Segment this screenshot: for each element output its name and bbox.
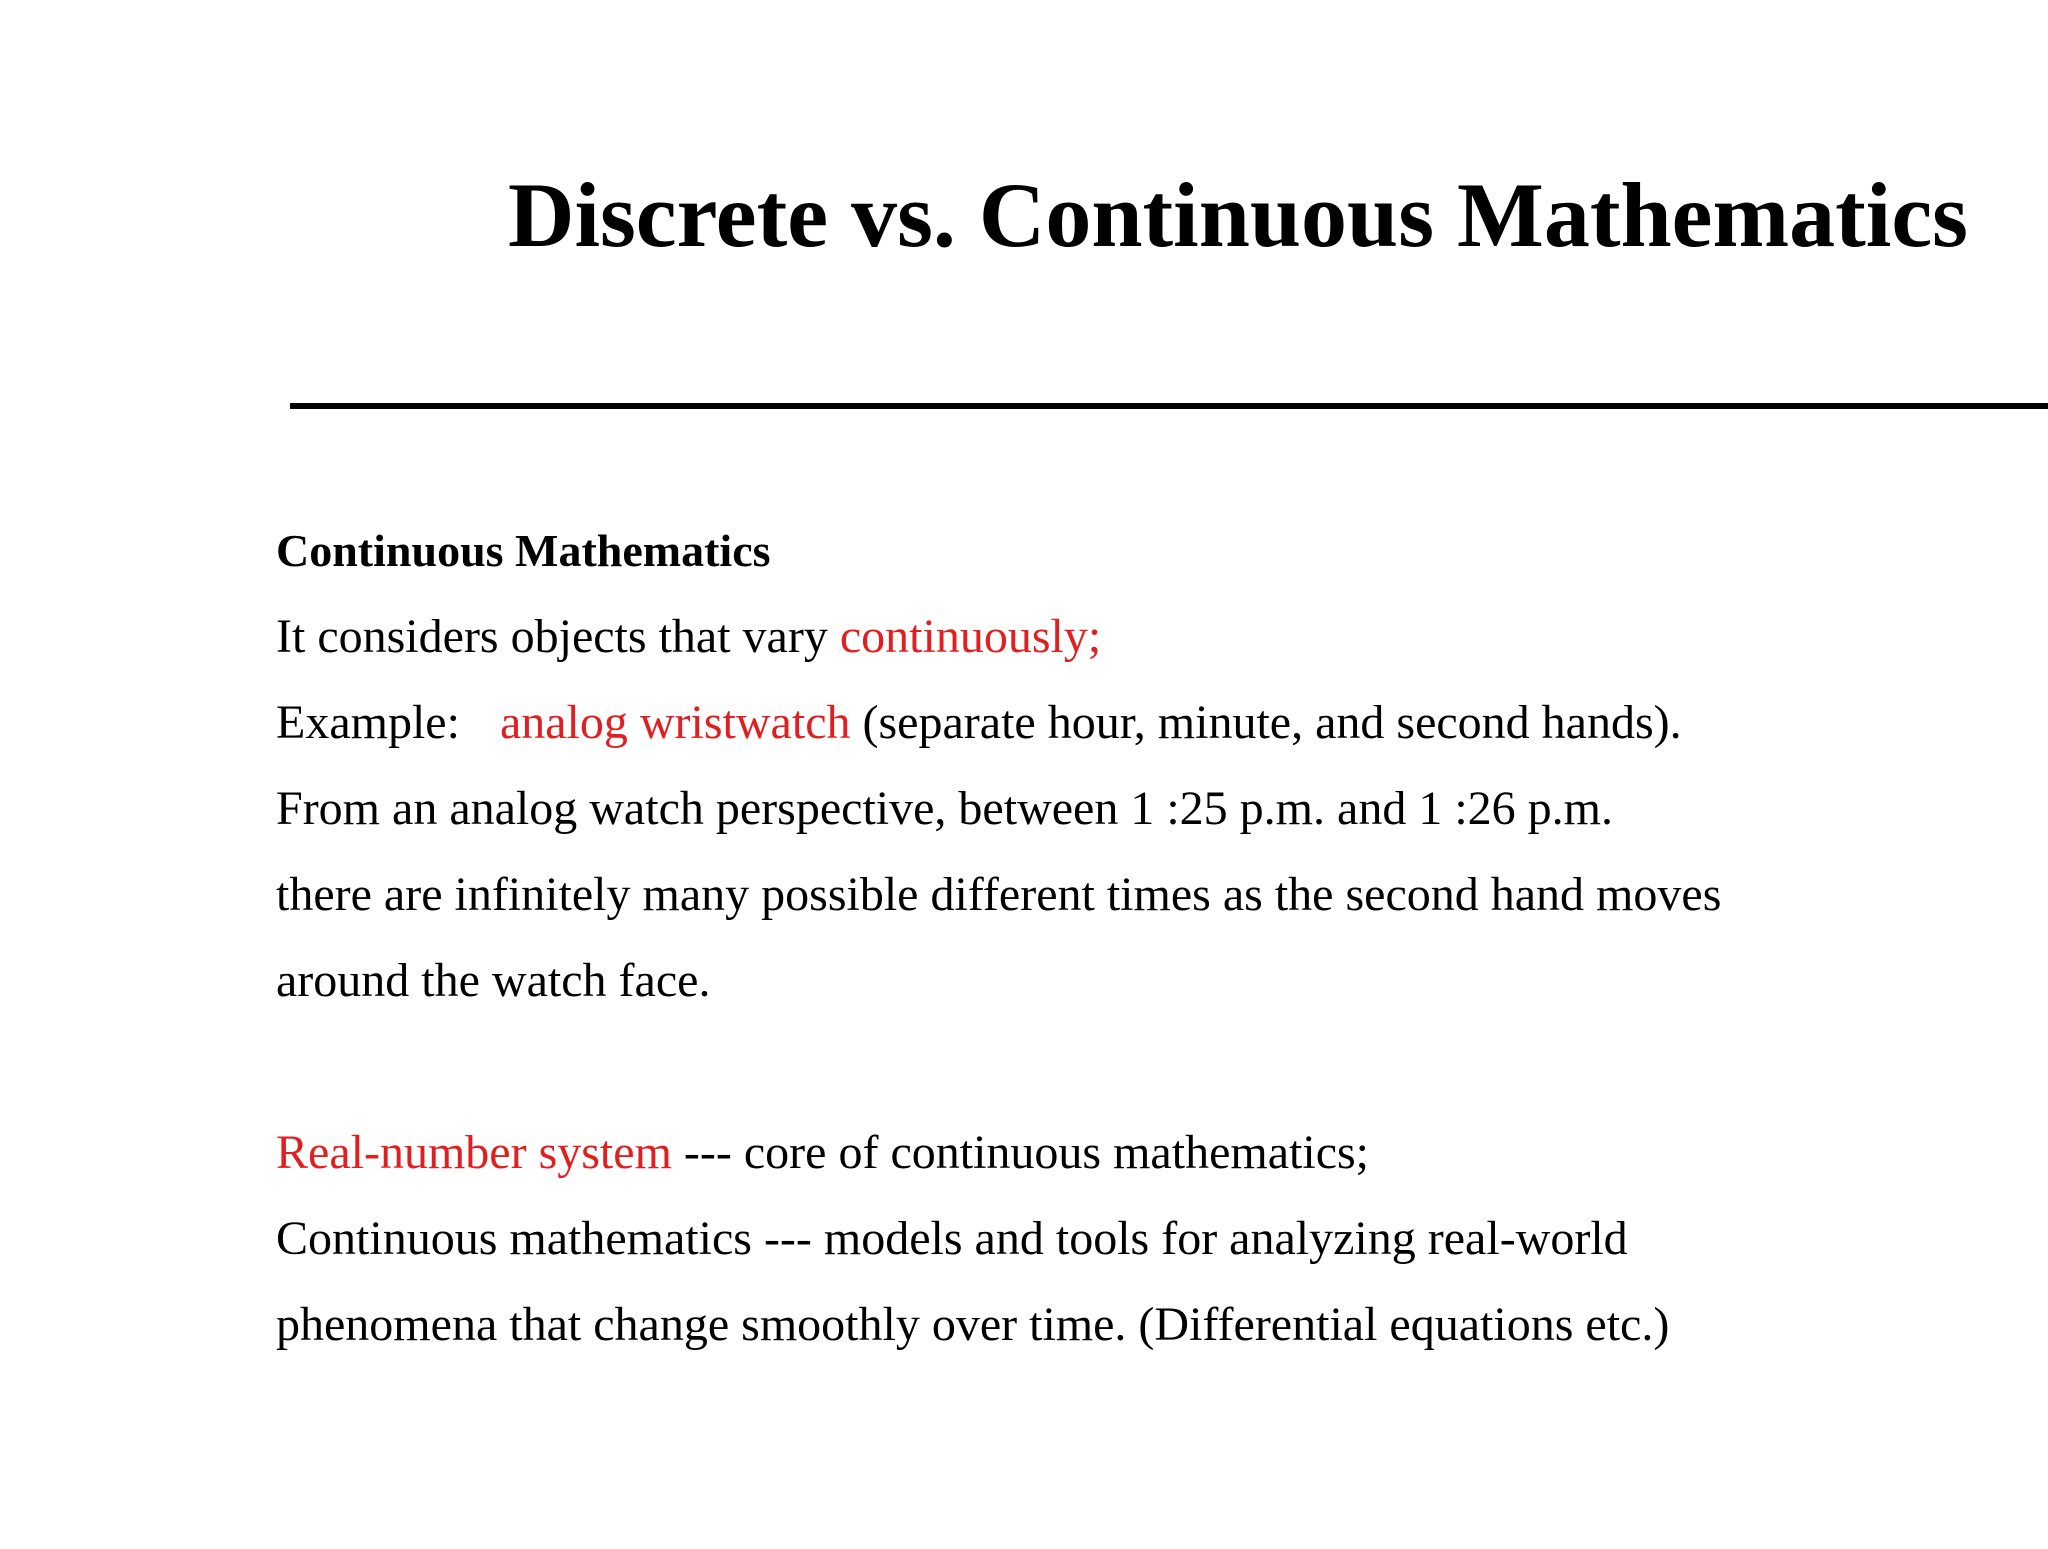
title-divider [290, 403, 2048, 409]
definition-text: It considers objects that vary [276, 610, 840, 663]
example-line [276, 680, 1721, 766]
definition-line [276, 594, 1721, 680]
phenomena-line: phenomena that change smoothly over time. (Differential equations etc.) [276, 1298, 1670, 1351]
watch-face-line: around the watch face. [276, 954, 711, 1007]
models-line: Continuous mathematics --- models and tools for analyzing real-world [276, 1212, 1628, 1265]
perspective-line: From an analog watch perspective, between 1 :25 p.m. and 1 :26 p.m. [276, 782, 1613, 835]
infinite-times-line: there are infinitely many possible different times as the second hand moves [276, 868, 1722, 921]
definition-highlight: continuously; [839, 610, 1102, 663]
paragraph-spacer [276, 1024, 1721, 1110]
real-number-line [276, 1110, 1721, 1196]
example-label: Example: [276, 696, 460, 749]
real-number-highlight: Real-number system [276, 1126, 672, 1179]
example-text: (separate hour, minute, and second hands). [850, 696, 1682, 749]
slide-title: Discrete vs. Continuous Mathematics [508, 164, 1968, 266]
real-number-text: --- core of continuous mathematics; [671, 1126, 1370, 1179]
example-highlight: analog wristwatch [499, 696, 851, 749]
section-heading: Continuous Mathematics [276, 525, 771, 576]
slide-body [276, 508, 1721, 1368]
